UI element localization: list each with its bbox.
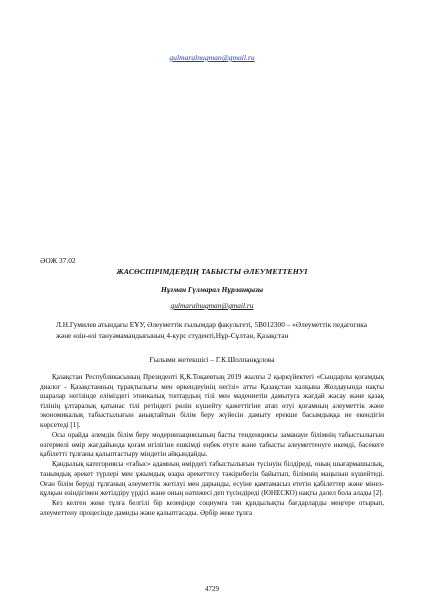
header-email-link[interactable]: gulmaralnugman@gmail.ru [169, 53, 255, 62]
article-body [40, 373, 384, 519]
body-paragraph: Қазақстан Республикасының Президенті Қ.К.Тоқаевтың 2019 жылғы 2 қыркүйектегі «Сындарлы қоғамдық диалог - Қазақстанның тұрақтылығы мен өркендеуінің негізі» атты Қазақстан халқына Жолдауында нақты шаралар негізінде еліміздегі этникалық топтардың тілі мен мәдениетін дамытуға жағдай жасау және қазақ тілінің ұлтаралық қатынас тілі ретіндегі рөлін күшейту қажеттігіне атап өтуі қоғамның әлеуметтік және экономикалық табыстылығын анықтайтын білім беру жүйесін дамыту ерекше басымдыққа ие екендігін көрсетеді [1]. [40, 373, 384, 429]
body-paragraph: Қандылық категориясы «табыс» адамның өмірдегі табыстылығын түсінуін білдіреді, оның шығармашылық, танымдық әрекет түрлері мен ұжымдық өзара әрекеттесу тәжірибесін байытып, білімнің маңызын күшейтеді. Оған білім беруді тұлғаның әлеуметтік жетілуі мен дарынды, есуіне қамтамасыз ететін қабілеттер және мінез-құлқын өзіндігімен жетілдіру үрдісі және оның нәтижесі деп түсіндіреді (ЮНЕСКО) нақты дәлел бола алады [2]. [40, 460, 384, 498]
article-title: ЖАСӨСПІРІМДЕРДІҢ ТАБЫСТЫ ӘЛЕУМЕТТЕНУІ [116, 267, 308, 276]
page-number: 4729 [205, 585, 219, 593]
body-paragraph: Кез келген жеке тұлға белгілі бір кезеңінде социумға тән құндылықты бағдарларды меңгере отырып, әлеуметтену процесінде дамиды және қалыптасады. Әрбір жеке тұлға [40, 499, 384, 517]
author-email-link[interactable]: gulmaralnugman@gmail.ru [170, 301, 254, 310]
udc-code: ӘОЖ 37.02 [40, 256, 76, 265]
author-name: Нұғман Гүлмарал Нұрланқызы [161, 285, 263, 294]
scientific-advisor: Ғылыми жетекшісі – Г.К.Шолпанқұлова [149, 355, 275, 364]
body-paragraph: Осы орайда әлемдік білім беру модернизациясының басты тенденциясы заманауи білімнің табыстылығын өзгермелі өмір жағдайында қоғам игілігіне ешкімді еңбек етуге және табысты әлеуметтенуге икемді, бәсекеге қабілетті тұлғаны қалыптастыру міндетін айқындайды. [40, 431, 384, 459]
author-affiliation: Л.Н.Гумилев атындағы ЕҰУ, Әлеуметтік ғылымдар факультеті, 5В012300 – «Әлеуметтік педагогика және өзін-өзі тануәмамандығының 4-курс студенті,Нұр-Сұлтан, Қазақстан [56, 320, 367, 340]
